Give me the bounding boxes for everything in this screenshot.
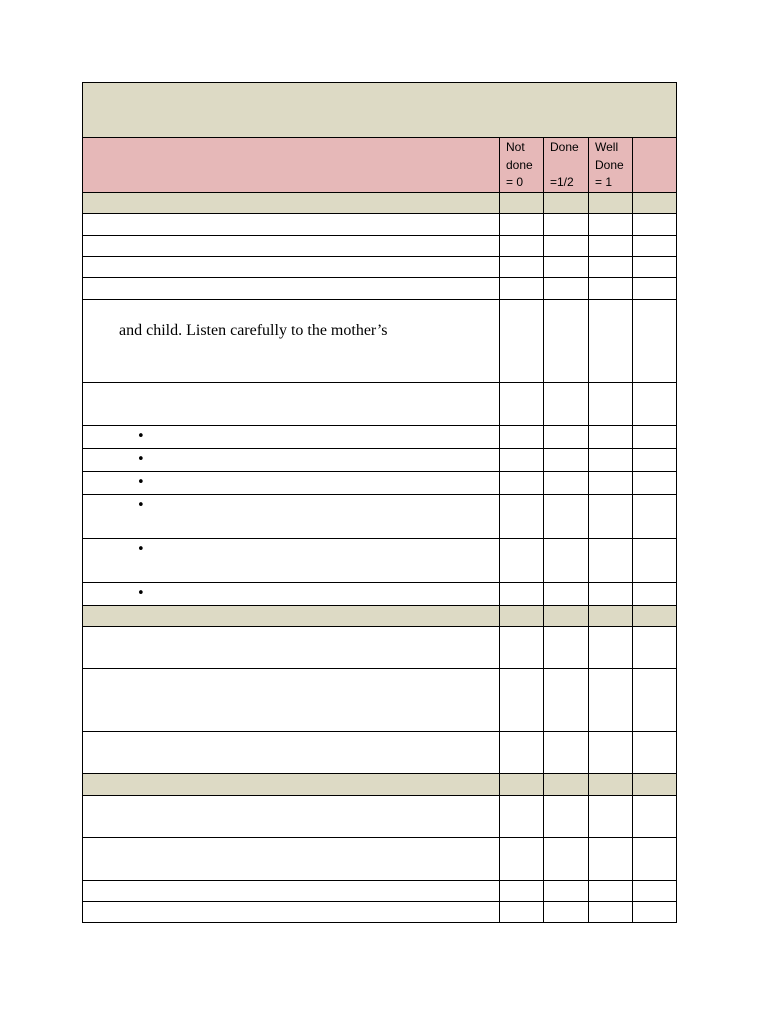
- table-row: [83, 277, 677, 299]
- bullet-marker: •: [137, 474, 145, 490]
- score-cell[interactable]: [544, 837, 589, 880]
- header-task-cell: [83, 138, 500, 193]
- score-cell[interactable]: [500, 731, 544, 773]
- score-cell[interactable]: [589, 382, 633, 425]
- score-cell[interactable]: [589, 582, 633, 605]
- score-cell[interactable]: [544, 299, 589, 382]
- score-cell[interactable]: [589, 538, 633, 582]
- score-cell[interactable]: [589, 213, 633, 235]
- score-cell[interactable]: [589, 299, 633, 382]
- score-cell[interactable]: [633, 582, 677, 605]
- header-done: Done =1/2: [544, 138, 589, 193]
- score-cell[interactable]: [500, 277, 544, 299]
- score-cell[interactable]: [544, 494, 589, 538]
- score-cell[interactable]: [544, 668, 589, 731]
- table-row: [83, 582, 677, 605]
- score-cell[interactable]: [633, 299, 677, 382]
- score-cell[interactable]: [500, 235, 544, 256]
- table-row: [83, 880, 677, 901]
- task-cell: [83, 299, 500, 382]
- score-cell[interactable]: [500, 471, 544, 494]
- table-row: [83, 448, 677, 471]
- header-well-done: Well Done = 1: [589, 138, 633, 193]
- task-cell: [83, 382, 500, 425]
- score-cell[interactable]: [544, 880, 589, 901]
- score-cell[interactable]: [589, 448, 633, 471]
- score-cell[interactable]: [544, 795, 589, 837]
- score-cell[interactable]: [633, 795, 677, 837]
- score-cell[interactable]: [589, 277, 633, 299]
- task-text: and child. Listen carefully to the mother’s: [119, 321, 388, 339]
- score-cell[interactable]: [589, 901, 633, 922]
- score-cell[interactable]: [589, 471, 633, 494]
- score-cell[interactable]: [589, 494, 633, 538]
- score-cell[interactable]: [544, 582, 589, 605]
- score-cell[interactable]: [544, 235, 589, 256]
- score-cell[interactable]: [500, 901, 544, 922]
- table-row: [83, 538, 677, 582]
- score-cell[interactable]: [500, 382, 544, 425]
- task-cell: [83, 448, 500, 471]
- score-cell[interactable]: [589, 626, 633, 668]
- score-cell[interactable]: [500, 837, 544, 880]
- score-cell[interactable]: [544, 626, 589, 668]
- table-row: [83, 731, 677, 773]
- score-cell[interactable]: [633, 901, 677, 922]
- section-row: [83, 605, 677, 626]
- table-row: [83, 837, 677, 880]
- section-row: [83, 192, 677, 213]
- task-cell: [83, 626, 500, 668]
- score-cell[interactable]: [633, 213, 677, 235]
- table-row: [83, 626, 677, 668]
- score-cell[interactable]: [544, 213, 589, 235]
- score-cell[interactable]: [633, 256, 677, 277]
- score-cell[interactable]: [589, 837, 633, 880]
- table-row: [83, 494, 677, 538]
- task-cell: [83, 795, 500, 837]
- task-cell: [83, 668, 500, 731]
- task-cell: [83, 425, 500, 448]
- table-row: [83, 668, 677, 731]
- table-row: [83, 795, 677, 837]
- score-cell[interactable]: [544, 448, 589, 471]
- score-cell[interactable]: [633, 731, 677, 773]
- bullet-marker: •: [137, 428, 145, 444]
- score-cell[interactable]: [544, 425, 589, 448]
- score-cell[interactable]: [633, 471, 677, 494]
- table-row: [83, 901, 677, 922]
- section-row: [83, 773, 677, 795]
- score-cell[interactable]: [544, 256, 589, 277]
- table-row: [83, 299, 677, 382]
- score-cell[interactable]: [500, 538, 544, 582]
- score-cell[interactable]: [544, 471, 589, 494]
- score-cell[interactable]: [633, 277, 677, 299]
- score-cell[interactable]: [633, 235, 677, 256]
- section-label: [83, 192, 500, 213]
- table-row: [83, 213, 677, 235]
- score-cell[interactable]: [500, 582, 544, 605]
- score-cell[interactable]: [500, 795, 544, 837]
- score-cell[interactable]: [589, 425, 633, 448]
- header-extra: [633, 138, 677, 193]
- score-cell[interactable]: [500, 494, 544, 538]
- score-cell[interactable]: [500, 448, 544, 471]
- score-cell[interactable]: [544, 382, 589, 425]
- score-cell[interactable]: [633, 382, 677, 425]
- score-cell[interactable]: [500, 626, 544, 668]
- task-cell: [83, 256, 500, 277]
- header-not-done: Not done = 0: [500, 138, 544, 193]
- score-cell[interactable]: [500, 425, 544, 448]
- table-row: [83, 425, 677, 448]
- score-cell[interactable]: [589, 795, 633, 837]
- task-cell: [83, 837, 500, 880]
- task-cell: [83, 731, 500, 773]
- score-cell[interactable]: [544, 277, 589, 299]
- task-cell: [83, 582, 500, 605]
- score-cell[interactable]: [633, 668, 677, 731]
- score-cell[interactable]: [633, 880, 677, 901]
- task-cell: [83, 235, 500, 256]
- score-cell[interactable]: [633, 425, 677, 448]
- section-label: [83, 773, 500, 795]
- table-row: [83, 256, 677, 277]
- score-cell[interactable]: [544, 538, 589, 582]
- task-cell: [83, 880, 500, 901]
- table-row: [83, 471, 677, 494]
- bullet-marker: •: [137, 451, 145, 467]
- score-cell[interactable]: [589, 256, 633, 277]
- table-title-cell: [83, 83, 677, 138]
- score-cell[interactable]: [633, 626, 677, 668]
- task-cell: [83, 901, 500, 922]
- score-cell[interactable]: [633, 837, 677, 880]
- task-cell: [83, 471, 500, 494]
- table-header-row: [83, 138, 677, 193]
- score-cell[interactable]: [500, 299, 544, 382]
- score-cell[interactable]: [633, 494, 677, 538]
- bullet-marker: •: [137, 541, 145, 557]
- score-cell[interactable]: [633, 448, 677, 471]
- score-cell[interactable]: [589, 668, 633, 731]
- table-row: [83, 382, 677, 425]
- table-row: [83, 235, 677, 256]
- score-cell[interactable]: [500, 880, 544, 901]
- section-label: [83, 605, 500, 626]
- score-cell[interactable]: [589, 235, 633, 256]
- score-cell[interactable]: [500, 256, 544, 277]
- bullet-marker: •: [137, 585, 145, 601]
- checklist-table: [82, 82, 677, 923]
- task-cell: [83, 494, 500, 538]
- table-title-row: [83, 83, 677, 138]
- score-cell[interactable]: [589, 880, 633, 901]
- score-cell[interactable]: [589, 731, 633, 773]
- score-cell[interactable]: [633, 538, 677, 582]
- task-cell: [83, 277, 500, 299]
- score-cell[interactable]: [500, 213, 544, 235]
- score-cell[interactable]: [544, 901, 589, 922]
- score-cell[interactable]: [544, 731, 589, 773]
- bullet-marker: •: [137, 497, 145, 513]
- score-cell[interactable]: [500, 668, 544, 731]
- task-cell: [83, 213, 500, 235]
- task-cell: [83, 538, 500, 582]
